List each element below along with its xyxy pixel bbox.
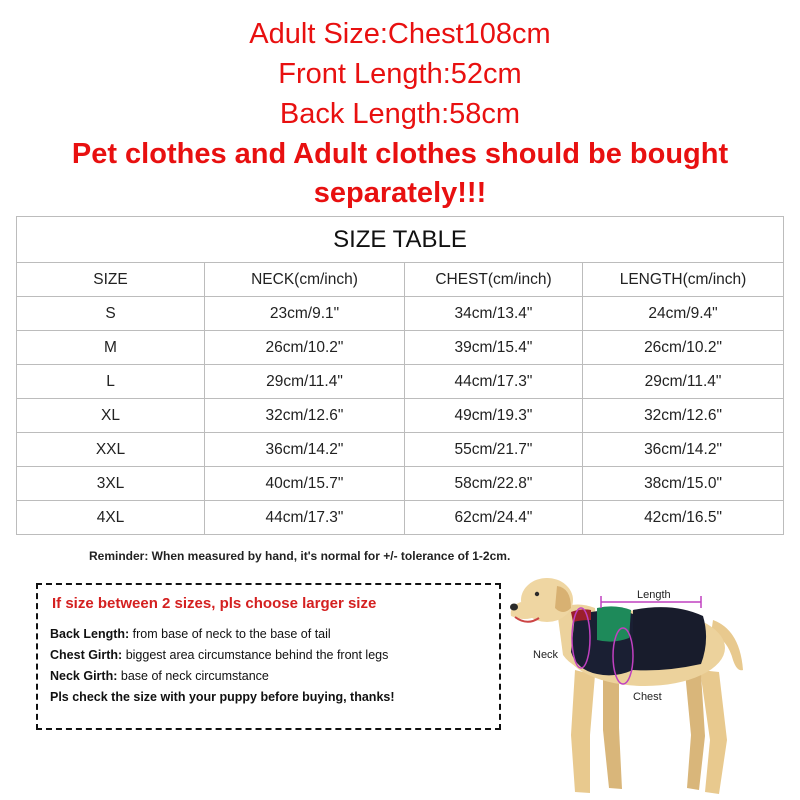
table-cell: 32cm/12.6" <box>583 399 784 433</box>
neck-girth-tip-label: Neck Girth: <box>50 669 118 683</box>
chest-label: Chest <box>633 691 662 703</box>
neck-girth-tip-text: base of neck circumstance <box>117 669 269 683</box>
table-cell: 29cm/11.4" <box>205 365 405 399</box>
dog-hind-leg-far <box>685 672 705 790</box>
front-length-heading: Front Length:52cm <box>278 58 522 90</box>
table-cell: 24cm/9.4" <box>583 297 784 331</box>
table-cell: 38cm/15.0" <box>583 467 784 501</box>
dog-measurement-diagram <box>505 560 800 800</box>
neck-girth-tip <box>50 669 269 683</box>
separate-purchase-warning: Pet clothes and Adult clothes should be bought <box>71 138 729 170</box>
table-row <box>17 433 784 467</box>
table-row <box>17 501 784 535</box>
column-header: NECK(cm/inch) <box>205 263 405 297</box>
column-header: SIZE <box>17 263 205 297</box>
table-row <box>17 297 784 331</box>
check-size-note: Pls check the size with your puppy before buying, thanks! <box>50 690 395 704</box>
measurement-reminder: Reminder: When measured by hand, it's normal for +/- tolerance of 1-2cm. <box>89 549 511 563</box>
table-cell: 44cm/17.3" <box>405 365 583 399</box>
table-cell: 34cm/13.4" <box>405 297 583 331</box>
table-cell: XXL <box>17 433 205 467</box>
dog-front-leg <box>571 670 595 793</box>
length-label: Length <box>637 589 671 601</box>
table-cell: 26cm/10.2" <box>205 331 405 365</box>
adult-size-heading: Adult Size:Chest108cm <box>249 18 551 50</box>
back-length-tip <box>50 627 331 641</box>
table-cell: M <box>17 331 205 365</box>
table-cell: L <box>17 365 205 399</box>
table-cell: 39cm/15.4" <box>405 331 583 365</box>
chest-girth-tip-label: Chest Girth: <box>50 648 123 662</box>
table-cell: 40cm/15.7" <box>205 467 405 501</box>
chest-girth-tip-text: biggest area circumstance behind the front legs <box>122 648 389 662</box>
table-cell: XL <box>17 399 205 433</box>
back-length-tip-text: from base of neck to the base of tail <box>129 627 331 641</box>
table-cell: 44cm/17.3" <box>205 501 405 535</box>
sizing-tips-box <box>36 583 501 730</box>
table-cell: 36cm/14.2" <box>583 433 784 467</box>
size-table <box>16 216 784 535</box>
tips-title: If size between 2 sizes, pls choose larger size <box>52 595 377 612</box>
table-cell: 32cm/12.6" <box>205 399 405 433</box>
table-cell: 26cm/10.2" <box>583 331 784 365</box>
back-length-heading: Back Length:58cm <box>279 98 521 130</box>
dog-eye <box>535 592 539 596</box>
table-cell: 62cm/24.4" <box>405 501 583 535</box>
table-header-row <box>17 263 784 297</box>
neck-label: Neck <box>533 649 559 661</box>
table-cell: 36cm/14.2" <box>205 433 405 467</box>
table-cell: 23cm/9.1" <box>205 297 405 331</box>
separate-purchase-warning-cont: separately!!! <box>313 177 487 209</box>
table-row <box>17 467 784 501</box>
dog-nose <box>510 604 518 611</box>
table-cell: 58cm/22.8" <box>405 467 583 501</box>
table-cell: 3XL <box>17 467 205 501</box>
column-header: CHEST(cm/inch) <box>405 263 583 297</box>
table-cell: 55cm/21.7" <box>405 433 583 467</box>
table-row <box>17 365 784 399</box>
column-header: LENGTH(cm/inch) <box>583 263 784 297</box>
size-table-caption: SIZE TABLE <box>17 217 784 263</box>
dog-coat-green <box>597 606 631 641</box>
back-length-tip-label: Back Length: <box>50 627 130 641</box>
table-row <box>17 331 784 365</box>
table-cell: 4XL <box>17 501 205 535</box>
table-cell: 29cm/11.4" <box>583 365 784 399</box>
table-cell: 42cm/16.5" <box>583 501 784 535</box>
dog-front-leg-far <box>603 670 622 789</box>
table-row <box>17 399 784 433</box>
chest-girth-tip <box>50 648 388 662</box>
table-cell: 49cm/19.3" <box>405 399 583 433</box>
dog-coat-back <box>633 607 706 670</box>
table-cell: S <box>17 297 205 331</box>
